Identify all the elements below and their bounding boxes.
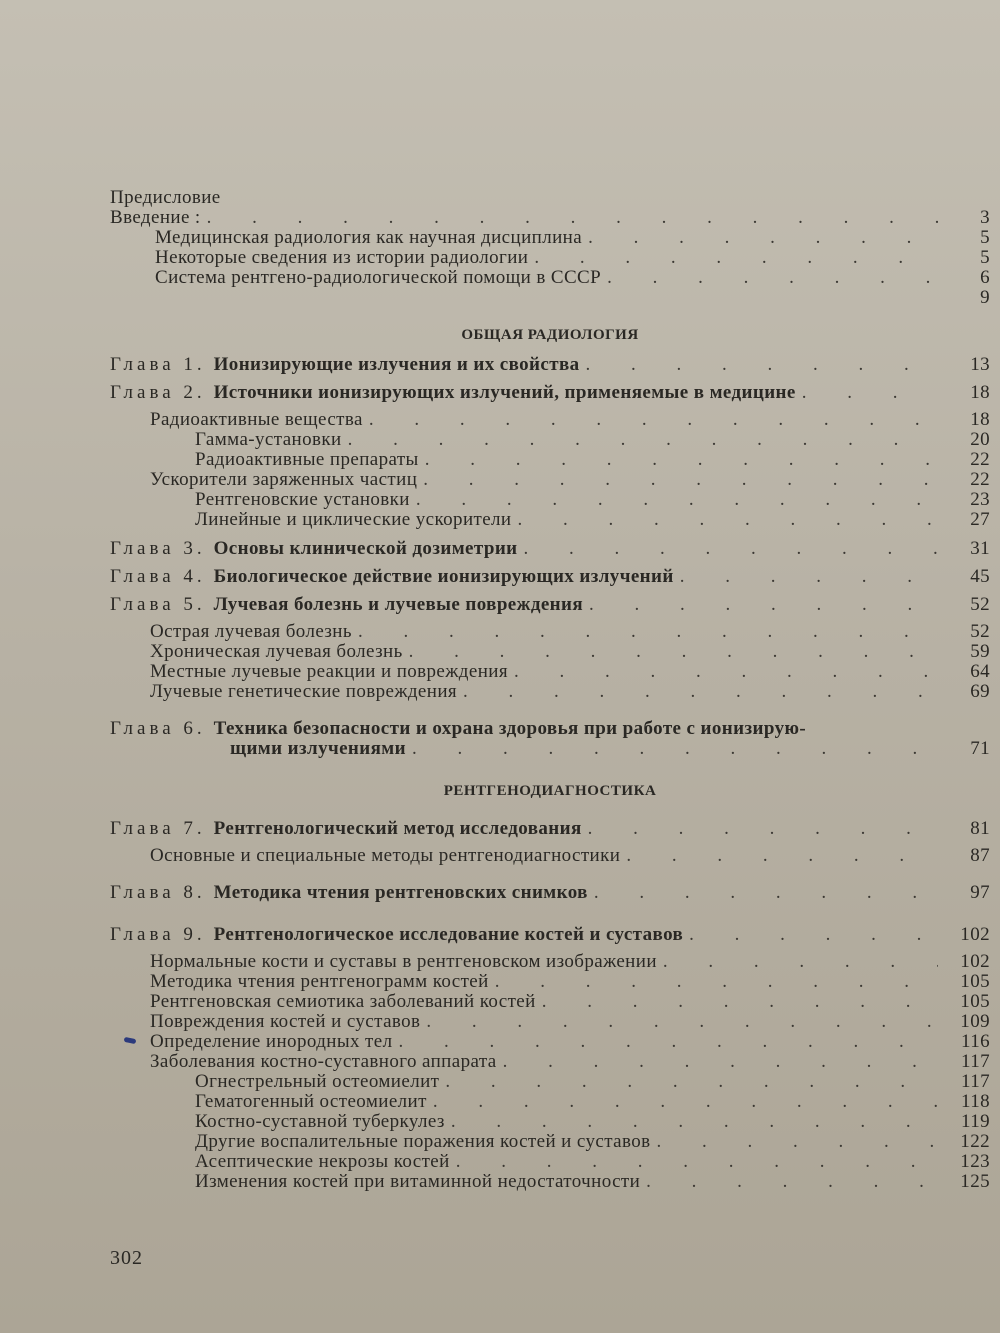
entry-page: 31 (970, 538, 990, 559)
entry-page: 71 (970, 738, 990, 759)
entry-title: Острая лучевая болезнь (150, 621, 352, 642)
entry-page: 23 (970, 489, 990, 510)
toc-entry (110, 1052, 990, 1072)
entry-title: Медицинская радиология как научная дисциплина (155, 227, 583, 248)
entry-title: Гамма-установки (195, 429, 342, 450)
chapter-label: Глава 1. (110, 354, 206, 375)
toc-entry (110, 248, 990, 268)
entry-page: 117 (961, 1051, 990, 1072)
toc-entry (110, 972, 990, 992)
toc-entry (110, 430, 990, 450)
page-number: 302 (110, 1247, 143, 1269)
entry-page: 22 (970, 449, 990, 470)
section-heading: РЕНТГЕНОДИАГНОСТИКА (443, 783, 657, 799)
chapter-label: Глава 3. (110, 538, 206, 559)
toc-entry (110, 208, 990, 228)
toc-entry (110, 1152, 990, 1172)
chapter-label: Глава 7. (110, 818, 206, 839)
entry-title: Рентгеновская семиотика заболеваний костей (150, 991, 536, 1012)
entry-page: 119 (961, 1111, 990, 1132)
toc-entry (110, 1132, 990, 1152)
chapter-label: Глава 2. (110, 382, 206, 403)
entry-page: 45 (970, 566, 990, 587)
entry-page: 87 (970, 845, 990, 866)
entry-title: Костно-суставной туберкулез (195, 1111, 445, 1132)
toc-entry (110, 450, 990, 470)
entry-page: 20 (970, 429, 990, 450)
chapter-label: Глава 9. (110, 924, 206, 945)
entry-title: Рентгеновские установки (195, 489, 410, 510)
entry-title: Основные и специальные методы рентгенодиагностики (150, 845, 621, 866)
toc-entry (110, 228, 990, 248)
entry-title: Заболевания костно-суставного аппарата (150, 1051, 497, 1072)
chapter-entry (110, 924, 990, 944)
toc-entry (110, 1112, 990, 1132)
chapter-entry (110, 566, 990, 586)
entry-page: 9 (980, 287, 990, 308)
toc-entry (110, 682, 990, 702)
section-heading: ОБЩАЯ РАДИОЛОГИЯ (461, 327, 639, 343)
entry-title: Введение : (110, 207, 201, 228)
toc-entry (110, 992, 990, 1012)
entry-page: 105 (960, 991, 990, 1012)
toc-entry (110, 1092, 990, 1112)
entry-title: Другие воспалительные поражения костей и суставов (195, 1131, 651, 1152)
toc-entry (110, 1172, 990, 1192)
entry-title: Система рентгено-радиологической помощи в СССР (155, 267, 602, 288)
chapter-label: Глава 4. (110, 566, 206, 587)
entry-page: 6 (980, 267, 990, 288)
entry-title: Ускорители заряженных частиц (150, 469, 418, 490)
entry-page: 18 (970, 409, 990, 430)
entry-title: Изменения костей при витаминной недостаточности (195, 1171, 641, 1192)
entry-page: 118 (961, 1091, 990, 1112)
toc-entry (110, 846, 990, 866)
entry-page: 5 (980, 227, 990, 248)
entry-page: 102 (960, 924, 990, 945)
entry-page: 64 (970, 661, 990, 682)
chapter-title: Техника безопасности и охрана здоровья при работе с ионизирую- (213, 718, 807, 739)
entry-page: 27 (970, 509, 990, 530)
chapter-title: Основы клинической дозиметрии (213, 538, 518, 559)
entry-title: Некоторые сведения из истории радиологии (155, 247, 529, 268)
entry-title: Гематогенный остеомиелит (195, 1091, 427, 1112)
chapter-title: Биологическое действие ионизирующих излучений (213, 566, 674, 587)
entry-title: Хроническая лучевая болезнь (150, 641, 403, 662)
entry-page: 69 (970, 681, 990, 702)
entry-page: 122 (960, 1131, 990, 1152)
toc-entry (110, 410, 990, 430)
table-of-contents (110, 188, 990, 1192)
entry-page: 117 (961, 1071, 990, 1092)
chapter-entry-continued (110, 738, 990, 758)
chapter-title: Лучевая болезнь и лучевые повреждения (213, 594, 584, 615)
chapter-title: щими излучениями (230, 738, 406, 759)
chapter-title: Источники ионизирующих излучений, применяемые в медицине (213, 382, 796, 403)
toc-entry (110, 188, 990, 208)
entry-page: 105 (960, 971, 990, 992)
toc-entry (110, 288, 990, 308)
entry-page: 52 (970, 594, 990, 615)
entry-page: 5 (980, 247, 990, 268)
chapter-entry (110, 818, 990, 838)
chapter-label: Глава 5. (110, 594, 206, 615)
chapter-entry (110, 882, 990, 902)
entry-title: Определение инородных тел (150, 1031, 393, 1052)
entry-title: Радиоактивные вещества (150, 409, 363, 430)
entry-title: Предисловие (110, 187, 221, 208)
toc-entry (110, 1032, 990, 1052)
entry-page: 116 (961, 1031, 990, 1052)
entry-title: Повреждения костей и суставов (150, 1011, 421, 1032)
entry-title: Радиоактивные препараты (195, 449, 419, 470)
chapter-entry (110, 718, 990, 738)
entry-page: 3 (980, 207, 990, 228)
entry-title: Лучевые генетические повреждения (150, 681, 458, 702)
toc-entry (110, 952, 990, 972)
entry-page: 52 (970, 621, 990, 642)
entry-page: 123 (960, 1151, 990, 1172)
entry-page: 102 (960, 951, 990, 972)
toc-entry (110, 268, 990, 288)
entry-page: 18 (970, 382, 990, 403)
chapter-entry (110, 538, 990, 558)
entry-page: 81 (970, 818, 990, 839)
entry-page: 22 (970, 469, 990, 490)
entry-page: 97 (970, 882, 990, 903)
chapter-title: Рентгенологическое исследование костей и суставов (213, 924, 684, 945)
chapter-label: Глава 6. (110, 718, 206, 739)
toc-entry (110, 1072, 990, 1092)
toc-entry (110, 642, 990, 662)
chapter-title: Рентгенологический метод исследования (213, 818, 582, 839)
entry-title: Местные лучевые реакции и повреждения (150, 661, 508, 682)
entry-title: Линейные и циклические ускорители (195, 509, 512, 530)
entry-title: Асептические некрозы костей (195, 1151, 450, 1172)
entry-page: 13 (970, 354, 990, 375)
entry-page: 125 (960, 1171, 990, 1192)
entry-page: 59 (970, 641, 990, 662)
chapter-entry (110, 594, 990, 614)
entry-title: Нормальные кости и суставы в рентгеновском изображении (150, 951, 657, 972)
chapter-entry (110, 354, 990, 374)
chapter-title: Ионизирующие излучения и их свойства (213, 354, 580, 375)
toc-entry (110, 1012, 990, 1032)
toc-entry (110, 470, 990, 490)
chapter-title: Методика чтения рентгеновских снимков (213, 882, 588, 903)
toc-entry (110, 490, 990, 510)
toc-entry (110, 622, 990, 642)
chapter-entry (110, 382, 990, 402)
chapter-label: Глава 8. (110, 882, 206, 903)
toc-entry (110, 510, 990, 530)
entry-title: Методика чтения рентгенограмм костей (150, 971, 489, 992)
entry-title: Огнестрельный остеомиелит (195, 1071, 440, 1092)
entry-page: 109 (960, 1011, 990, 1032)
toc-entry (110, 662, 990, 682)
